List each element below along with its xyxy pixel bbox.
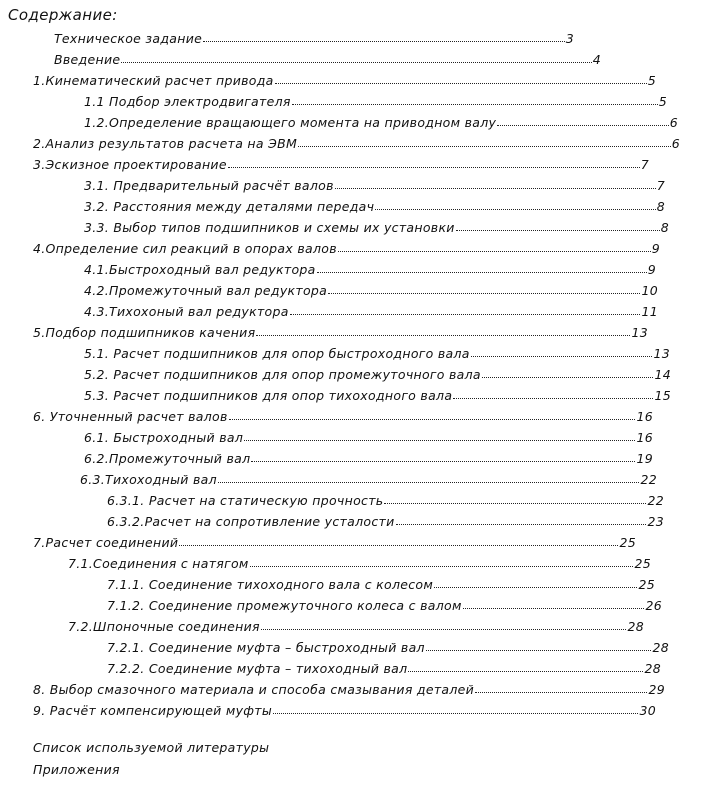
toc-entry xyxy=(33,238,660,256)
toc-entry-label: 6.3.1. Расчет на статическую прочность xyxy=(107,493,384,508)
toc-entry-label: 4.1.Быстроходный вал редуктора xyxy=(84,262,316,277)
dot-leader xyxy=(475,692,647,693)
toc-entry xyxy=(33,133,680,151)
toc-entry-label: 6.2.Промежуточный вал xyxy=(84,451,251,466)
toc-entry xyxy=(107,658,661,676)
toc-entry-page: 5 xyxy=(658,94,667,109)
toc-entry-page: 30 xyxy=(639,703,656,718)
toc-entry-label: Техническое задание xyxy=(54,31,203,46)
dot-leader xyxy=(229,419,636,420)
toc-entry-page: 26 xyxy=(645,598,662,613)
toc-entry-page: 4 xyxy=(592,52,601,67)
toc-entry-label: 7.1.Соединения с натягом xyxy=(68,556,249,571)
toc-entry-label: 7.2.1. Соединение муфта – быстроходный вал xyxy=(107,640,425,655)
toc-title: Содержание: xyxy=(8,6,118,24)
toc-entry-label: 3.Эскизное проектирование xyxy=(33,157,227,172)
dot-leader xyxy=(453,398,653,399)
dot-leader xyxy=(298,146,671,147)
toc-entry xyxy=(107,574,655,592)
toc-entry-page: 25 xyxy=(619,535,636,550)
references-label: Список используемой литературы xyxy=(33,740,270,755)
appendix-label: Приложения xyxy=(33,762,120,777)
toc-entry-page: 14 xyxy=(654,367,671,382)
toc-entry xyxy=(84,385,671,403)
toc-entry xyxy=(80,469,657,487)
toc-entry-label: 3.1. Предварительный расчёт валов xyxy=(84,178,334,193)
toc-entry-page: 28 xyxy=(627,619,644,634)
toc-entry-page: 25 xyxy=(638,577,655,592)
toc-entry-label: 5.Подбор подшипников качения xyxy=(33,325,256,340)
toc-entry xyxy=(84,112,678,130)
toc-entry xyxy=(107,490,664,508)
toc-entry-page: 28 xyxy=(644,661,661,676)
toc-entry-label: 7.2.2. Соединение муфта – тихоходный вал xyxy=(107,661,408,676)
dot-leader xyxy=(261,629,627,630)
toc-entry xyxy=(84,175,665,193)
toc-entry-label: 1.2.Определение вращающего момента на приводном валу xyxy=(84,115,497,130)
toc-entry-page: 29 xyxy=(648,682,665,697)
toc-entry-label: 6.3.2.Расчет на сопротивление усталости xyxy=(107,514,395,529)
toc-entry xyxy=(68,616,644,634)
toc-entry xyxy=(84,448,653,466)
toc-entry xyxy=(33,679,665,697)
dot-leader xyxy=(434,587,637,588)
dot-leader xyxy=(251,461,635,462)
toc-entry-page: 8 xyxy=(660,220,669,235)
dot-leader xyxy=(426,650,652,651)
dot-leader xyxy=(218,482,640,483)
toc-entry-label: 8. Выбор смазочного материала и способа смазывания деталей xyxy=(33,682,475,697)
toc-entry xyxy=(107,637,669,655)
dot-leader xyxy=(328,293,640,294)
toc-entry-page: 6 xyxy=(671,136,680,151)
dot-leader xyxy=(408,671,643,672)
toc-entry xyxy=(33,406,653,424)
toc-entry xyxy=(54,49,601,67)
toc-entry-label: 1.1 Подбор электродвигателя xyxy=(84,94,291,109)
dot-leader xyxy=(335,188,656,189)
toc-entry-page: 25 xyxy=(634,556,651,571)
toc-entry-page: 16 xyxy=(636,430,653,445)
toc-entry xyxy=(107,511,664,529)
toc-entry xyxy=(33,322,648,340)
toc-entry xyxy=(33,532,636,550)
toc-entry-label: 1.Кинематический расчет привода xyxy=(33,73,274,88)
toc-entry-label: 6.1. Быстроходный вал xyxy=(84,430,244,445)
toc-entry-label: 3.3. Выбор типов подшипников и схемы их установки xyxy=(84,220,455,235)
toc-entry-label: 7.Расчет соединений xyxy=(33,535,179,550)
toc-entry-page: 22 xyxy=(647,493,664,508)
toc-entry xyxy=(33,70,656,88)
toc-entry-page: 19 xyxy=(636,451,653,466)
toc-entry-page: 11 xyxy=(641,304,658,319)
toc-entry xyxy=(84,196,665,214)
dot-leader xyxy=(482,377,654,378)
toc-entry-page: 6 xyxy=(669,115,678,130)
dot-leader xyxy=(292,104,658,105)
dot-leader xyxy=(290,314,641,315)
toc-entry-label: 7.1.1. Соединение тихоходного вала с колесом xyxy=(107,577,434,592)
toc-entry xyxy=(33,154,649,172)
toc-entry xyxy=(107,595,662,613)
toc-entry xyxy=(84,217,669,235)
toc-entry-label: 7.2.Шпоночные соединения xyxy=(68,619,260,634)
toc-entry xyxy=(54,28,574,46)
toc-entry xyxy=(84,91,667,109)
dot-leader xyxy=(179,545,618,546)
dot-leader xyxy=(256,335,630,336)
toc-entry-label: 5.2. Расчет подшипников для опор промежуточного вала xyxy=(84,367,481,382)
toc-entry-page: 23 xyxy=(647,514,664,529)
toc-entry-label: 2.Анализ результатов расчета на ЭВМ xyxy=(33,136,298,151)
toc-entry xyxy=(84,280,658,298)
dot-leader xyxy=(275,83,647,84)
toc-entry-page: 9 xyxy=(651,241,660,256)
toc-entry-label: 4.3.Тихохоный вал редуктора xyxy=(84,304,289,319)
toc-entry-page: 28 xyxy=(652,640,669,655)
toc-entry-label: 5.3. Расчет подшипников для опор тихоходного вала xyxy=(84,388,453,403)
toc-entry-label: 7.1.2. Соединение промежуточного колеса с валом xyxy=(107,598,462,613)
dot-leader xyxy=(463,608,645,609)
toc-entry xyxy=(84,343,670,361)
toc-entry-page: 3 xyxy=(565,31,574,46)
toc-entry-page: 22 xyxy=(640,472,657,487)
dot-leader xyxy=(338,251,651,252)
toc-entry-label: 4.2.Промежуточный вал редуктора xyxy=(84,283,328,298)
dot-leader xyxy=(228,167,640,168)
toc-entry xyxy=(33,700,656,718)
dot-leader xyxy=(456,230,660,231)
toc-entry-page: 15 xyxy=(654,388,671,403)
dot-leader xyxy=(203,41,565,42)
toc-entry xyxy=(84,301,658,319)
dot-leader xyxy=(497,125,668,126)
toc-entry-page: 7 xyxy=(656,178,665,193)
toc-entry-label: 3.2. Расстояния между деталями передач xyxy=(84,199,375,214)
toc-entry-page: 10 xyxy=(641,283,658,298)
toc-entry xyxy=(84,427,653,445)
toc-entry-page: 13 xyxy=(631,325,648,340)
dot-leader xyxy=(250,566,634,567)
toc-entry-label: 6.3.Тихоходный вал xyxy=(80,472,217,487)
toc-entry-page: 9 xyxy=(647,262,656,277)
dot-leader xyxy=(244,440,635,441)
toc-entry xyxy=(84,259,656,277)
dot-leader xyxy=(375,209,655,210)
dot-leader xyxy=(317,272,647,273)
toc-entry-page: 8 xyxy=(656,199,665,214)
toc-entry-page: 5 xyxy=(647,73,656,88)
toc-entry-page: 13 xyxy=(653,346,670,361)
toc-entry-label: 9. Расчёт компенсирующей муфты xyxy=(33,703,273,718)
dot-leader xyxy=(121,62,591,63)
dot-leader xyxy=(384,503,646,504)
toc-entry xyxy=(68,553,651,571)
toc-entry-label: 6. Уточненный расчет валов xyxy=(33,409,228,424)
dot-leader xyxy=(396,524,647,525)
dot-leader xyxy=(471,356,653,357)
toc-entry-label: 4.Определение сил реакций в опорах валов xyxy=(33,241,337,256)
toc-entry-page: 7 xyxy=(640,157,649,172)
toc-entry xyxy=(84,364,671,382)
toc-entry-label: 5.1. Расчет подшипников для опор быстроходного вала xyxy=(84,346,470,361)
toc-entry-label: Введение xyxy=(54,52,121,67)
dot-leader xyxy=(273,713,638,714)
toc-entry-page: 16 xyxy=(636,409,653,424)
